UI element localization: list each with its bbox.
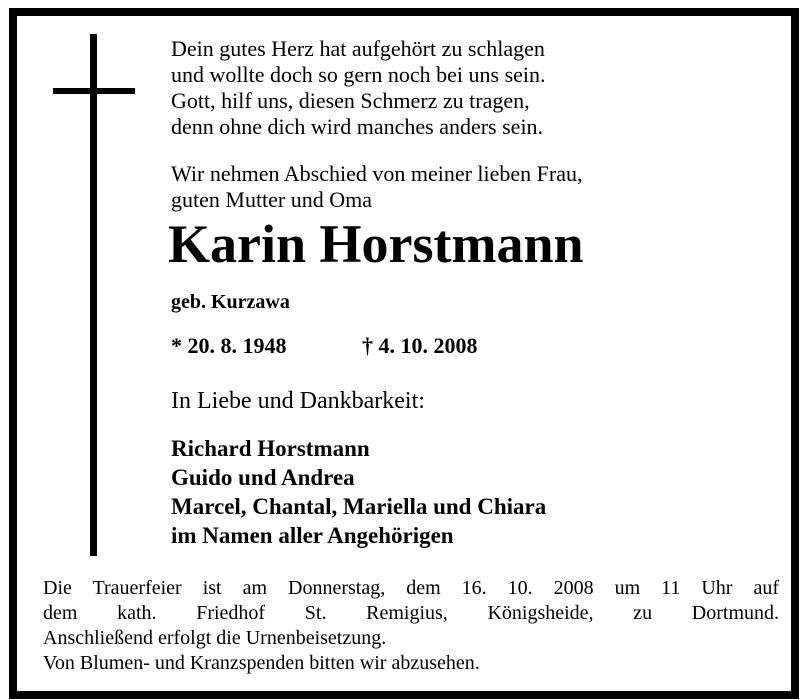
cross-icon-bar	[53, 88, 135, 94]
notice-line: Anschließend erfolgt die Urnenbeisetzung.	[43, 627, 387, 649]
cross-icon	[90, 34, 97, 556]
poem-line: denn ohne dich wird manches anders sein.	[171, 114, 544, 139]
funeral-notice	[43, 576, 779, 676]
poem-line: und wollte doch so gern noch bei uns sein.	[171, 62, 546, 87]
memorial-poem	[171, 36, 546, 140]
deceased-name: Karin Horstmann	[168, 214, 584, 274]
poem-line: Gott, hilf uns, diesen Schmerz zu tragen,	[171, 88, 530, 113]
mourner-name: Richard Horstmann	[171, 436, 370, 461]
mourner-name: im Namen aller Angehörigen	[171, 523, 454, 548]
intro-line: Wir nehmen Abschied von meiner lieben Frau,	[171, 161, 583, 186]
mourners-list	[171, 434, 546, 550]
obituary-frame	[9, 8, 799, 699]
mourner-name: Guido und Andrea	[171, 465, 355, 490]
intro-line: guten Mutter und Oma	[171, 187, 373, 212]
farewell-intro	[171, 161, 583, 213]
death-date: † 4. 10. 2008	[362, 333, 478, 358]
notice-line: Die Trauerfeier ist am Donnerstag, dem 16. 10. 2008 um 11 Uhr auf	[43, 577, 779, 599]
notice-line: dem kath. Friedhof St. Remigius, Königsheide, zu Dortmund.	[43, 602, 779, 624]
mourner-name: Marcel, Chantal, Mariella und Chiara	[171, 494, 547, 519]
maiden-name: geb. Kurzawa	[171, 291, 290, 313]
gratitude-line: In Liebe und Dankbarkeit:	[171, 388, 425, 414]
birth-date: * 20. 8. 1948	[171, 333, 287, 358]
notice-line: Von Blumen- und Kranzspenden bitten wir abzusehen.	[43, 652, 480, 674]
poem-line: Dein gutes Herz hat aufgehört zu schlagen	[171, 36, 545, 61]
